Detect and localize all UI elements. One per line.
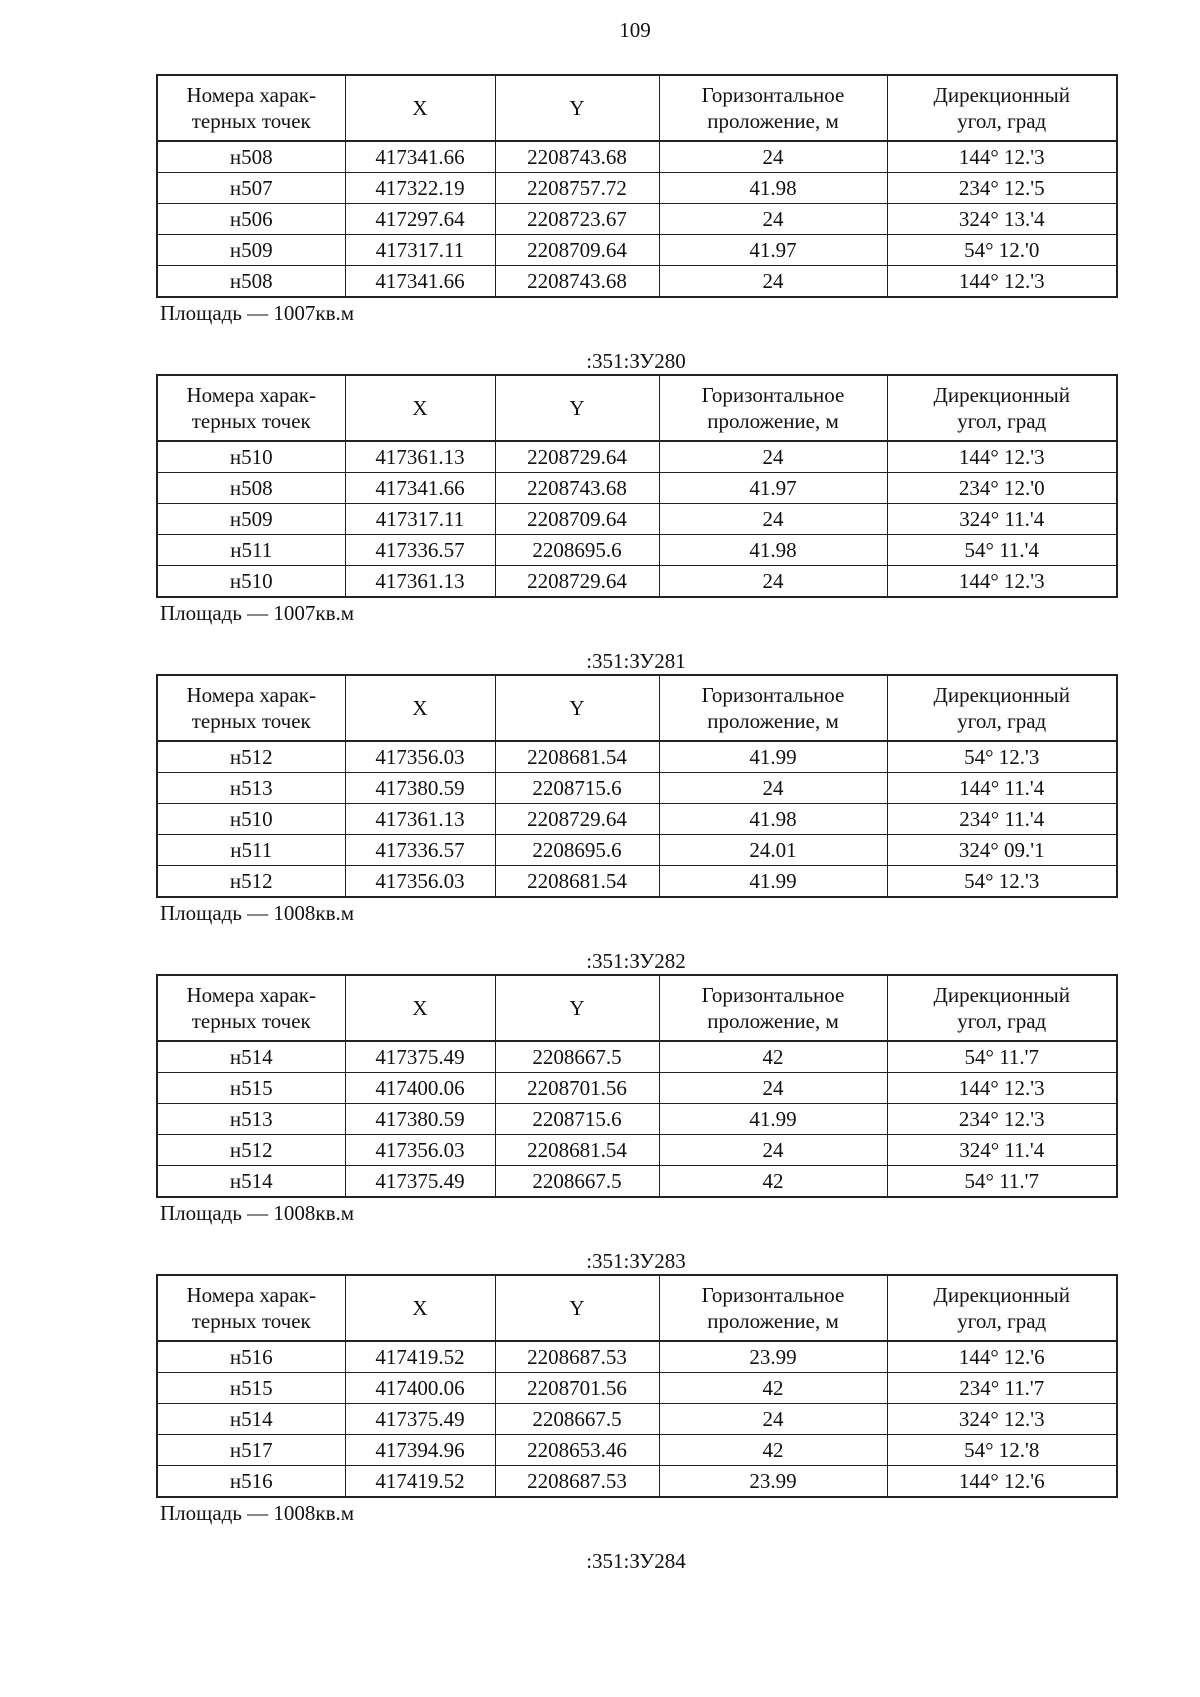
header-point-numbers: Номера харак- терных точек [157,1275,345,1341]
y-cell: 2208701.56 [495,1373,659,1404]
header-direction-angle: Дирекционный угол, град [887,1275,1117,1341]
x-cell: 417356.03 [345,741,495,773]
distance-cell: 24 [659,204,887,235]
angle-cell: 324° 09.'1 [887,835,1117,866]
distance-cell: 42 [659,1435,887,1466]
y-cell: 2208681.54 [495,741,659,773]
point-number-cell: н509 [157,504,345,535]
table-row [157,1435,1117,1466]
angle-cell: 144° 12.'3 [887,441,1117,473]
y-cell: 2208743.68 [495,266,659,298]
y-cell: 2208729.64 [495,566,659,598]
distance-cell: 23.99 [659,1466,887,1498]
angle-cell: 54° 11.'7 [887,1041,1117,1073]
distance-cell: 41.99 [659,741,887,773]
table-row [157,266,1117,298]
table-row [157,535,1117,566]
x-cell: 417375.49 [345,1041,495,1073]
coordinates-table [156,374,1118,598]
header-y: Y [495,1275,659,1341]
area-text: Площадь — 1008кв.м [160,901,355,925]
point-number-cell: н514 [157,1166,345,1198]
angle-cell: 324° 11.'4 [887,1135,1117,1166]
distance-cell: 42 [659,1041,887,1073]
angle-cell: 144° 12.'6 [887,1341,1117,1373]
angle-cell: 144° 12.'3 [887,266,1117,298]
table-row [157,1466,1117,1498]
table-row [157,235,1117,266]
y-cell: 2208757.72 [495,173,659,204]
x-cell: 417361.13 [345,804,495,835]
angle-cell: 144° 11.'4 [887,773,1117,804]
x-cell: 417361.13 [345,566,495,598]
page-number: 109 [619,18,651,42]
table-row [157,1041,1117,1073]
point-number-cell: н507 [157,173,345,204]
y-cell: 2208743.68 [495,141,659,173]
header-horizontal-distance: Горизонтальное проложение, м [659,375,887,441]
header-direction-angle: Дирекционный угол, град [887,75,1117,141]
table-row [157,173,1117,204]
y-cell: 2208709.64 [495,504,659,535]
point-number-cell: н515 [157,1373,345,1404]
section-title-trailing: :351:ЗУ284 [586,1549,686,1573]
y-cell: 2208687.53 [495,1466,659,1498]
point-number-cell: н513 [157,773,345,804]
angle-cell: 144° 12.'6 [887,1466,1117,1498]
table-header-row [157,375,1117,441]
distance-cell: 24 [659,773,887,804]
header-y: Y [495,375,659,441]
header-x: X [345,675,495,741]
table-row [157,1404,1117,1435]
header-x: X [345,75,495,141]
section-title: :351:ЗУ282 [586,949,686,973]
table-row [157,1104,1117,1135]
header-y: Y [495,675,659,741]
table-row [157,1373,1117,1404]
x-cell: 417317.11 [345,235,495,266]
angle-cell: 54° 12.'3 [887,866,1117,898]
point-number-cell: н512 [157,866,345,898]
table-row [157,1073,1117,1104]
table-row [157,1341,1117,1373]
y-cell: 2208701.56 [495,1073,659,1104]
x-cell: 417400.06 [345,1373,495,1404]
angle-cell: 54° 11.'4 [887,535,1117,566]
distance-cell: 24 [659,1404,887,1435]
point-number-cell: н510 [157,566,345,598]
point-number-cell: н512 [157,1135,345,1166]
header-x: X [345,1275,495,1341]
point-number-cell: н511 [157,835,345,866]
point-number-cell: н516 [157,1466,345,1498]
point-number-cell: н512 [157,741,345,773]
distance-cell: 41.97 [659,473,887,504]
section-title: :351:ЗУ281 [586,649,686,673]
area-text: Площадь — 1008кв.м [160,1201,355,1225]
header-direction-angle: Дирекционный угол, град [887,975,1117,1041]
point-number-cell: н510 [157,441,345,473]
angle-cell: 234° 11.'7 [887,1373,1117,1404]
y-cell: 2208695.6 [495,835,659,866]
x-cell: 417380.59 [345,773,495,804]
distance-cell: 24 [659,266,887,298]
x-cell: 417361.13 [345,441,495,473]
point-number-cell: н516 [157,1341,345,1373]
y-cell: 2208729.64 [495,804,659,835]
x-cell: 417419.52 [345,1466,495,1498]
header-direction-angle: Дирекционный угол, град [887,675,1117,741]
header-horizontal-distance: Горизонтальное проложение, м [659,1275,887,1341]
table-row [157,835,1117,866]
point-number-cell: н509 [157,235,345,266]
table-row [157,866,1117,898]
distance-cell: 41.97 [659,235,887,266]
point-number-cell: н511 [157,535,345,566]
y-cell: 2208695.6 [495,535,659,566]
table-header-row [157,1275,1117,1341]
table-row [157,141,1117,173]
point-number-cell: н506 [157,204,345,235]
angle-cell: 54° 11.'7 [887,1166,1117,1198]
point-number-cell: н508 [157,141,345,173]
table-row [157,1166,1117,1198]
header-horizontal-distance: Горизонтальное проложение, м [659,675,887,741]
x-cell: 417394.96 [345,1435,495,1466]
point-number-cell: н510 [157,804,345,835]
x-cell: 417419.52 [345,1341,495,1373]
angle-cell: 234° 12.'3 [887,1104,1117,1135]
distance-cell: 42 [659,1166,887,1198]
point-number-cell: н514 [157,1041,345,1073]
table-row [157,473,1117,504]
angle-cell: 234° 11.'4 [887,804,1117,835]
point-number-cell: н508 [157,266,345,298]
table-header-row [157,75,1117,141]
table-row [157,804,1117,835]
document-content [156,74,1116,1574]
table-row [157,504,1117,535]
y-cell: 2208723.67 [495,204,659,235]
distance-cell: 41.98 [659,804,887,835]
angle-cell: 144° 12.'3 [887,141,1117,173]
point-number-cell: н517 [157,1435,345,1466]
x-cell: 417341.66 [345,473,495,504]
angle-cell: 54° 12.'8 [887,1435,1117,1466]
x-cell: 417322.19 [345,173,495,204]
y-cell: 2208687.53 [495,1341,659,1373]
coordinates-table [156,974,1118,1198]
sections-container [156,74,1116,1528]
x-cell: 417400.06 [345,1073,495,1104]
distance-cell: 41.99 [659,866,887,898]
table-row [157,1135,1117,1166]
distance-cell: 24 [659,566,887,598]
table-row [157,441,1117,473]
distance-cell: 24 [659,441,887,473]
header-horizontal-distance: Горизонтальное проложение, м [659,975,887,1041]
distance-cell: 24 [659,504,887,535]
table-header-row [157,975,1117,1041]
distance-cell: 24 [659,141,887,173]
header-point-numbers: Номера харак- терных точек [157,675,345,741]
x-cell: 417380.59 [345,1104,495,1135]
x-cell: 417336.57 [345,835,495,866]
point-number-cell: н514 [157,1404,345,1435]
y-cell: 2208715.6 [495,773,659,804]
y-cell: 2208653.46 [495,1435,659,1466]
x-cell: 417341.66 [345,141,495,173]
distance-cell: 41.99 [659,1104,887,1135]
distance-cell: 24 [659,1073,887,1104]
header-y: Y [495,975,659,1041]
distance-cell: 24.01 [659,835,887,866]
angle-cell: 324° 12.'3 [887,1404,1117,1435]
angle-cell: 234° 12.'0 [887,473,1117,504]
area-text: Площадь — 1008кв.м [160,1501,355,1525]
header-x: X [345,375,495,441]
distance-cell: 23.99 [659,1341,887,1373]
table-row [157,773,1117,804]
y-cell: 2208709.64 [495,235,659,266]
y-cell: 2208715.6 [495,1104,659,1135]
y-cell: 2208681.54 [495,866,659,898]
x-cell: 417297.64 [345,204,495,235]
angle-cell: 144° 12.'3 [887,566,1117,598]
header-point-numbers: Номера харак- терных точек [157,375,345,441]
y-cell: 2208667.5 [495,1404,659,1435]
angle-cell: 324° 11.'4 [887,504,1117,535]
distance-cell: 41.98 [659,535,887,566]
table-header-row [157,675,1117,741]
x-cell: 417375.49 [345,1404,495,1435]
y-cell: 2208667.5 [495,1166,659,1198]
x-cell: 417356.03 [345,1135,495,1166]
angle-cell: 234° 12.'5 [887,173,1117,204]
point-number-cell: н515 [157,1073,345,1104]
angle-cell: 54° 12.'0 [887,235,1117,266]
header-y: Y [495,75,659,141]
y-cell: 2208743.68 [495,473,659,504]
y-cell: 2208729.64 [495,441,659,473]
header-point-numbers: Номера харак- терных точек [157,75,345,141]
area-text: Площадь — 1007кв.м [160,601,355,625]
area-text: Площадь — 1007кв.м [160,301,355,325]
section-title: :351:ЗУ283 [586,1249,686,1273]
coordinates-table [156,1274,1118,1498]
coordinates-table [156,74,1118,298]
distance-cell: 42 [659,1373,887,1404]
header-direction-angle: Дирекционный угол, град [887,375,1117,441]
angle-cell: 324° 13.'4 [887,204,1117,235]
header-x: X [345,975,495,1041]
point-number-cell: н508 [157,473,345,504]
angle-cell: 54° 12.'3 [887,741,1117,773]
point-number-cell: н513 [157,1104,345,1135]
coordinates-table [156,674,1118,898]
section-title: :351:ЗУ280 [586,349,686,373]
x-cell: 417317.11 [345,504,495,535]
distance-cell: 41.98 [659,173,887,204]
table-row [157,741,1117,773]
distance-cell: 24 [659,1135,887,1166]
angle-cell: 144° 12.'3 [887,1073,1117,1104]
x-cell: 417375.49 [345,1166,495,1198]
header-point-numbers: Номера харак- терных точек [157,975,345,1041]
y-cell: 2208667.5 [495,1041,659,1073]
x-cell: 417341.66 [345,266,495,298]
header-horizontal-distance: Горизонтальное проложение, м [659,75,887,141]
x-cell: 417356.03 [345,866,495,898]
table-row [157,566,1117,598]
table-row [157,204,1117,235]
y-cell: 2208681.54 [495,1135,659,1166]
x-cell: 417336.57 [345,535,495,566]
